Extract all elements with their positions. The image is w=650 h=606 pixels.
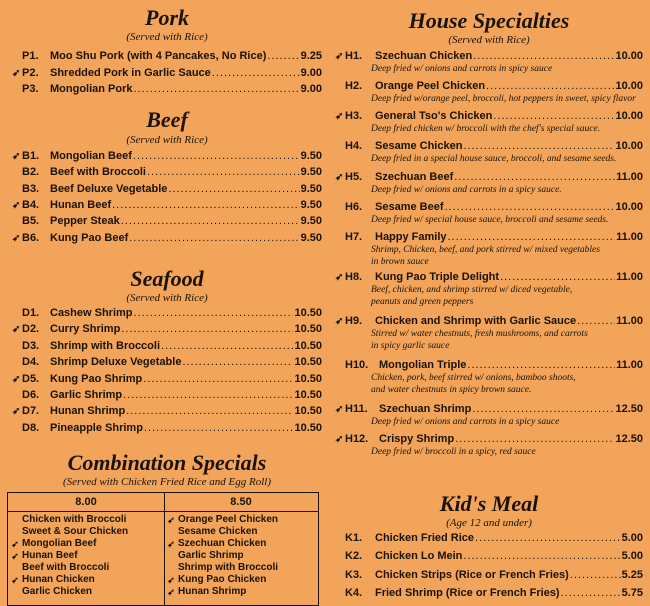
item-code: P3.: [22, 83, 39, 95]
item-price: 10.50: [294, 307, 322, 319]
item-price: 12.50: [615, 433, 643, 445]
dot-leader: [472, 401, 614, 417]
spicy-icon: ➶: [335, 272, 344, 283]
item-code: D2.: [22, 323, 40, 336]
dot-leader: [112, 197, 299, 213]
pork-title: Pork: [145, 5, 189, 30]
menu-item: [335, 269, 643, 285]
menu-item: [12, 164, 322, 180]
item-name: Happy Family: [375, 231, 447, 243]
item-code: D1.: [22, 307, 40, 319]
item-name: Shredded Pork in Garlic Sauce: [50, 66, 211, 79]
item-code: H11.: [345, 403, 368, 415]
item-code: D3.: [22, 339, 40, 352]
item-name: Hunan Shrimp: [50, 405, 126, 418]
spicy-icon: ➶: [167, 575, 175, 585]
combination-item-name: Sesame Chicken: [178, 526, 258, 537]
dot-leader: [475, 530, 621, 546]
seafood-title: Seafood: [130, 266, 204, 291]
item-description: Stirred w/ water chestnuts, fresh mushrooms, and carrots: [371, 329, 588, 339]
combination-item: [8, 562, 164, 574]
item-code: H6.: [345, 201, 363, 213]
item-name: Orange Peel Chicken: [375, 80, 486, 92]
item-price: 9.50: [300, 166, 322, 179]
seafood-subtitle: (Served with Rice): [126, 292, 208, 304]
item-name: Kung Pao Triple Delight: [375, 271, 500, 283]
kids-title: Kid's Meal: [439, 491, 539, 516]
house-title: House Specialties: [408, 8, 570, 33]
item-description: in brown sauce: [371, 257, 429, 267]
item-name: Shrimp with Broccoli: [50, 339, 161, 352]
dot-leader: [486, 78, 614, 94]
combination-item-name: Kung Pao Chicken: [178, 574, 267, 585]
item-price: 11.00: [616, 271, 643, 283]
item-code: B1.: [22, 150, 40, 162]
item-name: Kung Pao Beef: [50, 231, 129, 244]
spicy-icon: ➶: [335, 51, 344, 62]
item-code: H4.: [345, 140, 363, 152]
item-description: Deep fried w/ special house sauce, broccoli and sesame seeds.: [371, 215, 609, 225]
item-name: Fried Shrimp (Rice or French Fries): [375, 586, 560, 599]
item-price: 10.00: [615, 110, 643, 122]
combination-column-b: [164, 493, 318, 605]
combination-list-b: [164, 512, 318, 598]
item-name: General Tso's Chicken: [375, 110, 493, 122]
menu-item: [12, 338, 322, 354]
item-description: Beef, chicken, and shrimp stirred w/ diced vegetable,: [371, 285, 573, 295]
menu-item: [12, 321, 322, 337]
combination-item-name: Beef with Broccoli: [22, 562, 110, 573]
combination-item-name: Shrimp with Broccoli: [178, 562, 279, 573]
menu-item: [335, 313, 643, 329]
item-description: peanuts and green peppers: [371, 297, 474, 307]
item-price: 11.00: [616, 231, 643, 243]
menu-item: [335, 585, 643, 601]
item-price: 10.00: [615, 140, 643, 152]
item-description: Deep fried w/ onions and carrots in spicy sauce: [371, 64, 553, 74]
item-price: 9.00: [300, 66, 322, 79]
menu-item: [12, 403, 322, 419]
dot-leader: [448, 229, 616, 245]
spicy-icon: [8, 514, 22, 526]
item-price: 12.50: [615, 403, 643, 415]
spicy-icon: ➶: [11, 551, 19, 561]
dot-leader: [147, 164, 300, 180]
dot-leader: [212, 65, 300, 81]
item-description: Deep fried w/ onions and carrots in a spicy sauce.: [371, 185, 562, 195]
item-name: Beef with Broccoli: [50, 166, 146, 179]
kids-subtitle: (Age 12 and under): [446, 517, 532, 529]
item-price: 10.50: [294, 405, 322, 418]
pork-subtitle: (Served with Rice): [126, 31, 208, 43]
dot-leader: [570, 567, 621, 583]
item-name: Mongolian Pork: [50, 83, 133, 95]
item-name: Shrimp Deluxe Vegetable: [50, 356, 182, 369]
item-code: D6.: [22, 389, 40, 401]
item-code: D8.: [22, 421, 40, 434]
combination-column-a: [8, 493, 165, 605]
menu-item: [335, 357, 643, 373]
spicy-icon: ➶: [11, 539, 19, 549]
item-price: 10.00: [615, 80, 643, 92]
item-code: D4.: [22, 356, 40, 369]
item-code: H1.: [345, 50, 363, 62]
menu-item: [12, 371, 322, 387]
item-name: Chicken Strips (Rice or French Fries): [375, 568, 569, 581]
item-name: Mongolian Triple: [379, 359, 467, 371]
item-price: 9.50: [300, 150, 322, 162]
item-price: 9.25: [300, 50, 322, 62]
menu-item: [12, 387, 322, 403]
item-name: Szechuan Shrimp: [379, 403, 472, 415]
combination-item-name: Mongolian Beef: [22, 538, 97, 549]
dot-leader: [463, 548, 620, 564]
item-price: 9.50: [300, 182, 322, 195]
combination-item: [164, 586, 318, 598]
item-name: Garlic Shrimp: [50, 389, 123, 401]
spicy-icon: [164, 562, 178, 574]
menu-item: [12, 197, 322, 213]
dot-leader: [182, 354, 293, 370]
dot-leader: [121, 321, 293, 337]
item-name: Chicken Fried Rice: [375, 532, 475, 544]
item-code: B6.: [22, 231, 40, 244]
item-price: 9.50: [300, 198, 322, 211]
combination-item-name: Garlic Shrimp: [178, 550, 244, 561]
item-code: K1.: [345, 532, 363, 544]
combination-item: [8, 550, 164, 562]
combination-item: [164, 550, 318, 562]
item-name: Moo Shu Pork (with 4 Pancakes, No Rice): [50, 50, 267, 62]
dot-leader: [473, 48, 614, 64]
menu-item: [335, 199, 643, 215]
item-name: Chicken and Shrimp with Garlic Sauce: [375, 315, 577, 327]
item-price: 11.00: [616, 359, 643, 371]
item-code: D5.: [22, 372, 40, 385]
item-code: H2.: [345, 80, 363, 92]
item-description: Shrimp, Chicken, beef, and pork stirred w/ mixed vegetables: [371, 245, 600, 255]
item-price: 10.00: [615, 50, 643, 62]
combination-item: [8, 574, 164, 586]
combination-item: [164, 562, 318, 574]
dot-leader: [134, 305, 294, 321]
item-price: 5.25: [621, 568, 643, 581]
menu-item: [335, 567, 643, 583]
combination-item: [164, 526, 318, 538]
item-name: Hunan Beef: [50, 198, 112, 211]
item-description: Deep fried w/ broccoli in a spicy, red sauce: [371, 447, 536, 457]
item-description: Deep fried in a special house sauce, broccoli, and sesame seeds.: [371, 154, 617, 164]
dot-leader: [577, 313, 615, 329]
combination-item: [8, 538, 164, 550]
combination-item-name: Hunan Shrimp: [178, 586, 247, 597]
dot-leader: [267, 48, 299, 64]
item-price: 5.75: [621, 586, 643, 599]
spicy-icon: ➶: [12, 67, 21, 79]
item-code: H8.: [345, 271, 363, 283]
item-code: K2.: [345, 550, 363, 563]
menu-item: [335, 138, 643, 154]
combination-item: [164, 514, 318, 526]
menu-item: [12, 81, 322, 97]
menu-item: [12, 213, 322, 229]
dot-leader: [500, 269, 615, 285]
beef-subtitle: (Served with Rice): [126, 134, 208, 146]
item-name: Cashew Shrimp: [50, 307, 133, 319]
dot-leader: [455, 431, 614, 447]
dot-leader: [445, 199, 615, 215]
menu-item: [12, 230, 322, 246]
combination-item: [164, 574, 318, 586]
item-name: Curry Shrimp: [50, 323, 121, 336]
item-name: Szechuan Chicken: [375, 50, 473, 62]
menu-item: [12, 420, 322, 436]
item-code: P2.: [22, 66, 39, 79]
spicy-icon: ➶: [12, 232, 21, 244]
menu-item: [335, 108, 643, 124]
item-name: Kung Pao Shrimp: [50, 372, 143, 385]
menu-item: [335, 78, 643, 94]
item-price: 11.00: [616, 315, 643, 327]
menu-item: [335, 48, 643, 64]
spicy-icon: ➶: [12, 151, 21, 162]
item-name: Szechuan Beef: [375, 171, 454, 183]
item-price: 10.50: [294, 421, 322, 434]
beef-title: Beef: [146, 107, 188, 132]
spicy-icon: ➶: [167, 515, 175, 525]
combination-item-name: Hunan Beef: [22, 550, 78, 561]
item-description: Deep fried w/ onions and carrots in a spicy sauce: [371, 417, 560, 427]
menu-item: [12, 48, 322, 64]
item-code: H5.: [345, 171, 363, 183]
dot-leader: [144, 420, 294, 436]
spicy-icon: ➶: [335, 172, 344, 183]
spicy-icon: ➶: [11, 575, 19, 585]
dot-leader: [123, 387, 293, 403]
item-code: H7.: [345, 231, 363, 243]
spicy-icon: [8, 562, 22, 574]
menu-item: [335, 530, 643, 546]
item-name: Crispy Shrimp: [379, 433, 455, 445]
spicy-icon: ➶: [335, 434, 344, 445]
item-description: Deep fried w/orange peel, broccoli, hot peppers in sweet, spicy flavor: [371, 94, 636, 104]
combination-item-name: Hunan Chicken: [22, 574, 95, 585]
item-price: 10.50: [294, 389, 322, 401]
spicy-icon: ➶: [12, 373, 21, 385]
spicy-icon: ➶: [12, 199, 21, 211]
item-code: B3.: [22, 182, 40, 195]
menu-item: [12, 65, 322, 81]
combination-item: [8, 526, 164, 538]
combination-item: [8, 514, 164, 526]
item-price: 10.00: [615, 201, 643, 213]
dot-leader: [454, 169, 615, 185]
item-price: 5.00: [621, 550, 643, 563]
menu-item: [12, 148, 322, 164]
item-description: Deep fried chicken w/ broccoli with the chef's special sauce.: [371, 124, 601, 134]
item-name: Sesame Chicken: [375, 140, 463, 152]
item-price: 9.50: [300, 231, 322, 244]
item-price: 5.00: [621, 532, 643, 544]
combination-price-b: 8.50: [164, 493, 318, 512]
menu-item: [12, 305, 322, 321]
spicy-icon: ➶: [335, 316, 344, 327]
menu-item: [335, 548, 643, 564]
combination-item-name: Szechuan Chicken: [178, 538, 267, 549]
menu-item: [335, 431, 643, 447]
dot-leader: [126, 403, 293, 419]
item-code: H10.: [345, 359, 369, 371]
menu-item: [12, 181, 322, 197]
combination-title: Combination Specials: [67, 450, 267, 475]
item-code: H3.: [345, 110, 363, 122]
item-code: K4.: [345, 586, 363, 599]
house-subtitle: (Served with Rice): [448, 34, 530, 46]
item-code: H12.: [345, 433, 369, 445]
item-price: 9.50: [300, 215, 322, 228]
item-price: 11.00: [616, 171, 643, 183]
item-name: Pineapple Shrimp: [50, 421, 143, 434]
dot-leader: [467, 357, 615, 373]
dot-leader: [134, 81, 300, 97]
item-code: K3.: [345, 568, 363, 581]
combination-list-a: [8, 512, 164, 598]
dot-leader: [133, 148, 300, 164]
item-description: in spicy garlic sauce: [371, 341, 450, 351]
combination-item: [8, 586, 164, 598]
item-description: Chicken, pork, beef stirred w/ onions, bamboo shoots,: [371, 373, 576, 383]
dot-leader: [463, 138, 614, 154]
item-code: H9.: [345, 315, 363, 327]
spicy-icon: ➶: [335, 404, 344, 415]
menu-item: [335, 401, 643, 417]
combination-item-name: Orange Peel Chicken: [178, 514, 279, 525]
menu-item: [335, 169, 643, 185]
item-code: B2.: [22, 166, 40, 179]
spicy-icon: [164, 526, 178, 538]
item-name: Chicken Lo Mein: [375, 550, 463, 563]
item-price: 9.00: [300, 83, 322, 95]
spicy-icon: [8, 586, 22, 598]
dot-leader: [129, 230, 299, 246]
dot-leader: [561, 585, 621, 601]
item-name: Pepper Steak: [50, 215, 120, 228]
combination-item-name: Chicken with Broccoli: [22, 514, 127, 525]
combination-item-name: Sweet & Sour Chicken: [22, 526, 129, 537]
dot-leader: [143, 371, 293, 387]
dot-leader: [161, 338, 293, 354]
item-price: 10.50: [294, 323, 322, 336]
item-name: Sesame Beef: [375, 201, 444, 213]
item-code: B5.: [22, 215, 40, 228]
item-price: 10.50: [294, 372, 322, 385]
menu-item: [335, 229, 643, 245]
spicy-icon: [8, 526, 22, 538]
item-code: P1.: [22, 50, 39, 62]
item-description: and water chestnuts in spicy brown sauce.: [371, 385, 532, 395]
dot-leader: [168, 181, 299, 197]
spicy-icon: ➶: [167, 587, 175, 597]
spicy-icon: ➶: [167, 539, 175, 549]
combination-item-name: Garlic Chicken: [22, 586, 93, 597]
combination-subtitle: (Served with Chicken Fried Rice and Egg Roll): [62, 476, 272, 488]
spicy-icon: ➶: [12, 406, 21, 418]
combination-item: [164, 538, 318, 550]
item-code: D7.: [22, 405, 40, 418]
item-price: 10.50: [294, 356, 322, 369]
spicy-icon: ➶: [335, 111, 344, 122]
dot-leader: [121, 213, 300, 229]
item-name: Mongolian Beef: [50, 150, 132, 162]
item-price: 10.50: [294, 339, 322, 352]
dot-leader: [493, 108, 614, 124]
spicy-icon: [164, 550, 178, 562]
item-name: Beef Deluxe Vegetable: [50, 182, 168, 195]
menu-item: [12, 354, 322, 370]
combination-table: [7, 492, 319, 606]
spicy-icon: ➶: [12, 324, 21, 336]
item-code: B4.: [22, 198, 40, 211]
combination-price-a: 8.00: [8, 493, 164, 512]
